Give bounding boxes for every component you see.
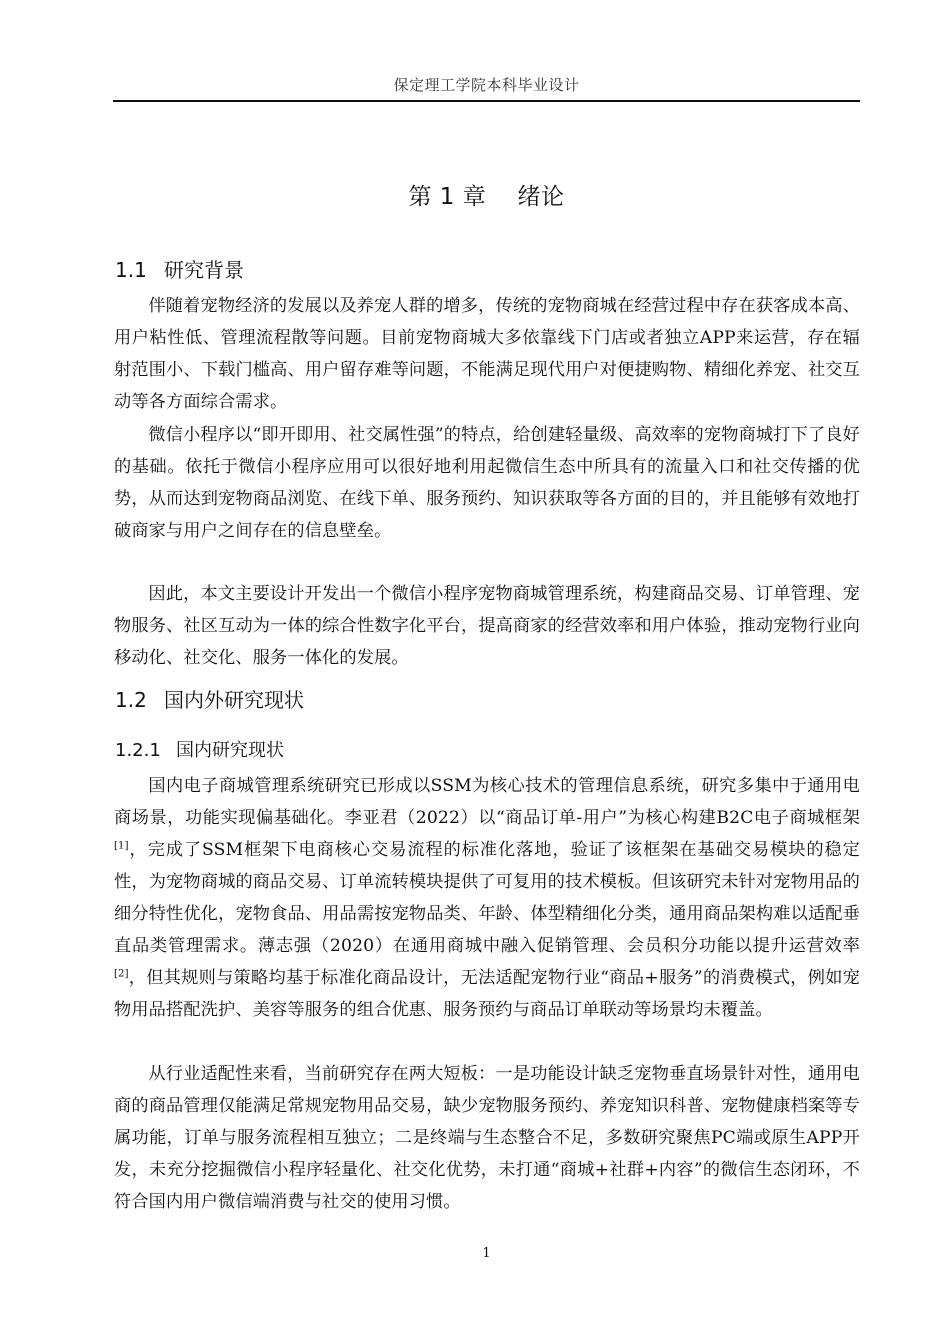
chapter-title: 第 1 章 绪论 xyxy=(408,184,565,210)
subsection-heading-1-2-1 xyxy=(115,736,284,762)
paragraph-text: 国内电子商城管理系统研究已形成以SSM为核心技术的管理信息系统，研究多集中于通用电商场景，功能实现偏基础化。李亚君（2022）以“商品订单-用户”为核心构建B2C电子商城框架 xyxy=(114,776,860,828)
section-number: 1.2.1 xyxy=(115,740,161,761)
page-number: 1 xyxy=(482,1246,491,1261)
paragraph-text: ，但其规则与策略均基于标准化商品设计，无法适配宠物行业“商品+服务”的消费模式，例如宠物用品搭配洗护、美容等服务的组合优惠、服务预约与商品订单联动等场景均未覆盖。 xyxy=(114,968,860,1020)
paragraph: 伴随着宠物经济的发展以及养宠人群的增多，传统的宠物商城在经营过程中存在获客成本高、用户粘性低、管理流程散等问题。目前宠物商城大多依靠线下门店或者独立APP来运营，存在辐射范围小、下载门槛高、用户留存难等问题，不能满足现代用户对便捷购物、精细化养宠、社交互动等各方面综合需求。 xyxy=(114,296,860,412)
citation-ref[interactable]: [2] xyxy=(114,968,129,980)
header-rule xyxy=(113,100,860,102)
section-title: 国内研究现状 xyxy=(176,740,284,761)
section-heading-1-1 xyxy=(115,254,244,283)
section-number: 1.2 xyxy=(115,688,147,712)
page-header: 保定理工学院本科毕业设计 xyxy=(393,76,580,94)
paragraph-text: ，完成了SSM框架下电商核心交易流程的标准化落地，验证了该框架在基础交易模块的稳定性，为宠物商城的商品交易、订单流转模块提供了可复用的技术模板。但该研究未针对宠物用品的细分特性优化，宠物食品、用品需按宠物品类、年龄、体型精细化分类，通用商品架构难以适配垂直品类管理需求。薄志强（2020）在通用商城中融入促销管理、会员积分功能以提升运营效率 xyxy=(114,840,860,956)
citation-ref[interactable]: [1] xyxy=(114,840,129,852)
paragraph: 从行业适配性来看，当前研究存在两大短板：一是功能设计缺乏宠物垂直场景针对性，通用电商的商品管理仅能满足常规宠物用品交易，缺少宠物服务预约、养宠知识科普、宠物健康档案等专属功能，订单与服务流程相互独立；二是终端与生态整合不足，多数研究聚焦PC端或原生APP开发，未充分挖掘微信小程序轻量化、社交化优势，未打通“商城+社群+内容”的微信生态闭环，不符合国内用户微信端消费与社交的使用习惯。 xyxy=(114,1064,860,1212)
section-title: 研究背景 xyxy=(164,258,244,282)
section-title: 国内外研究现状 xyxy=(164,688,304,712)
section-heading-1-2 xyxy=(115,684,304,713)
paragraph: 微信小程序以“即开即用、社交属性强”的特点，给创建轻量级、高效率的宠物商城打下了良好的基础。依托于微信小程序应用可以很好地利用起微信生态中所具有的流量入口和社交传播的优势，从而达到宠物商品浏览、在线下单、服务预约、知识获取等各方面的目的，并且能够有效地打破商家与用户之间存在的信息壁垒。 xyxy=(114,425,860,541)
paragraph xyxy=(114,770,860,1026)
section-number: 1.1 xyxy=(115,258,147,282)
paragraph: 因此，本文主要设计开发出一个微信小程序宠物商城管理系统，构建商品交易、订单管理、宠物服务、社区互动为一体的综合性数字化平台，提高商家的经营效率和用户体验，推动宠物行业向移动化、社交化、服务一体化的发展。 xyxy=(114,584,860,668)
